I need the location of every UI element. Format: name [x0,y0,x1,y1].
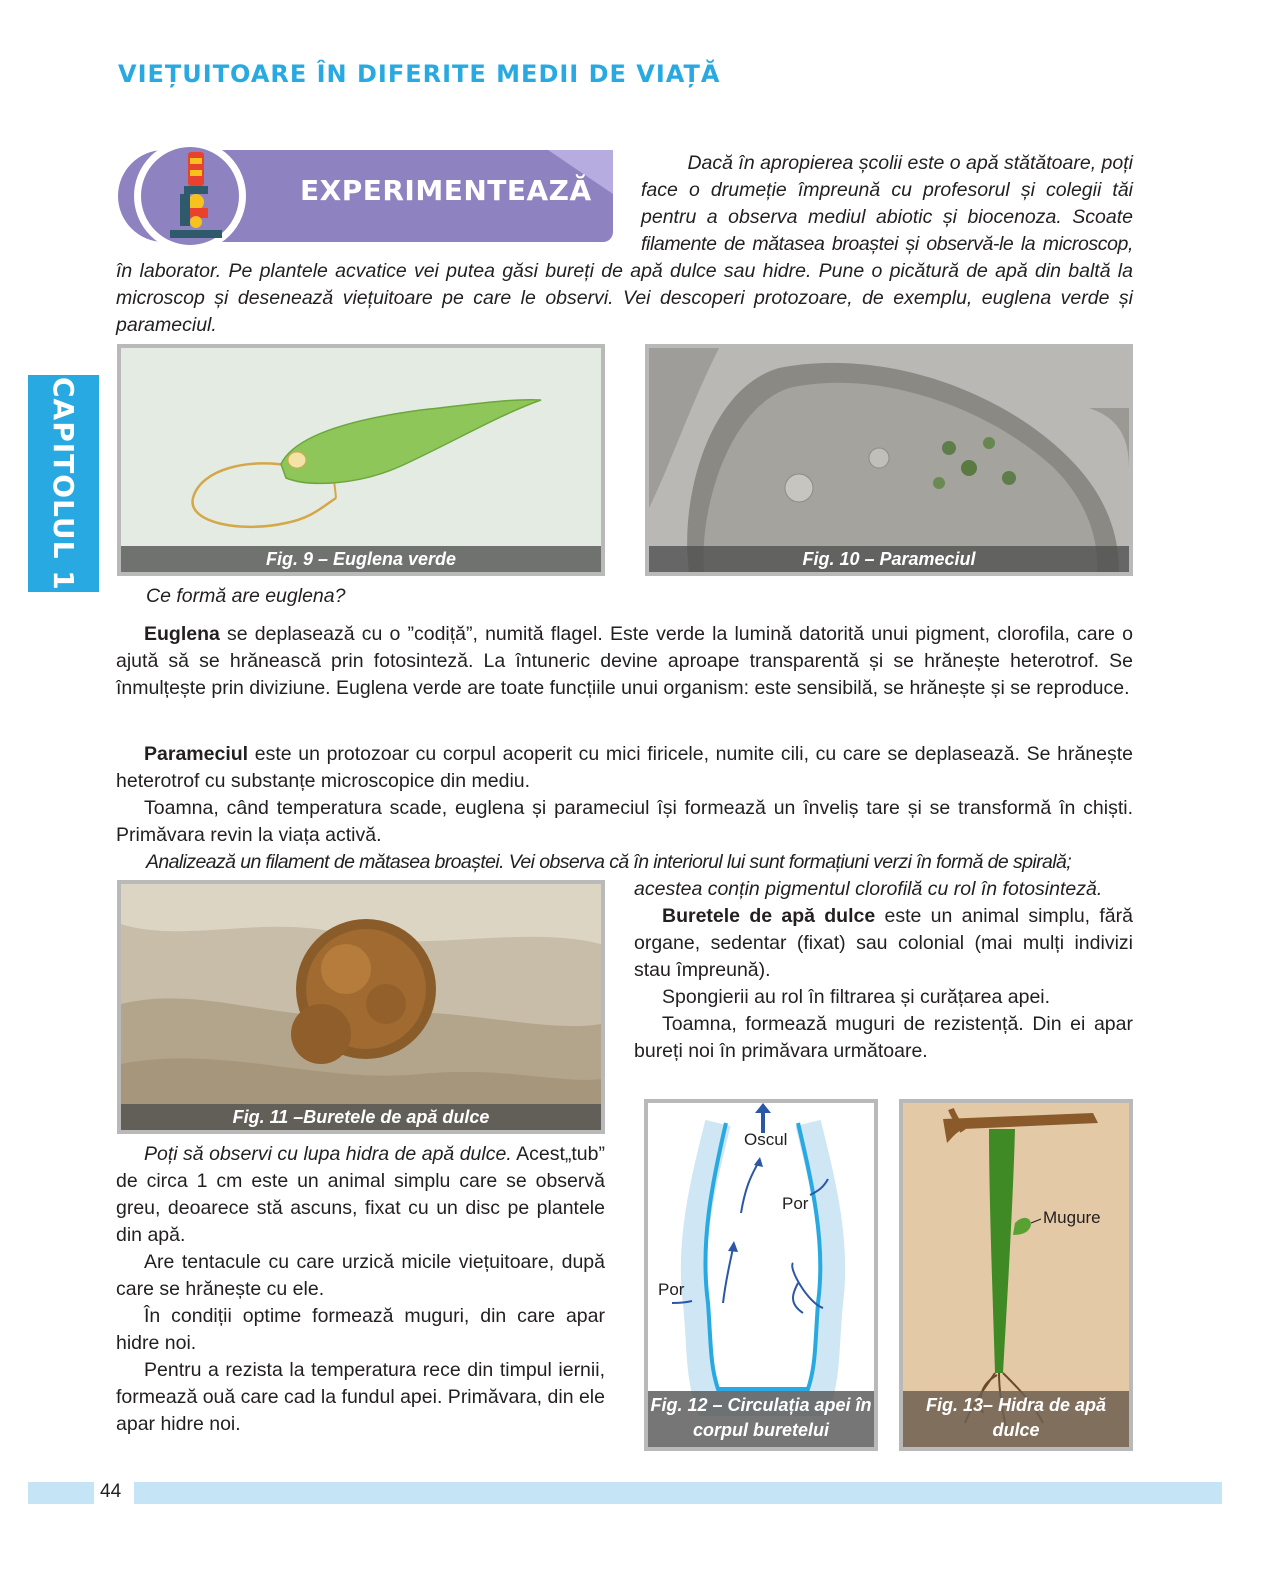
figure-euglena [117,344,605,576]
intro-top [641,150,1133,258]
figure-circulation [644,1099,878,1451]
sponge-photo [121,884,601,1130]
por-label-left: Por [658,1280,685,1299]
side-tab-label: CAPITOLUL 1 [47,376,80,591]
hydra-p4: Pentru a rezista la temperatura rece din timpul iernii, formează ouă care cad la fundul apei. Primăvara, din ele apar hidre noi. [116,1359,605,1435]
euglena-paragraph [116,621,1133,702]
intro-rest: în laborator. Pe plantele acvatice vei putea găsi bureți de apă dulce sau hidre. Pune o picătură de apă din baltă la microscop și desenează viețuitoare pe care le observi. Vei descoperi protozoare, de exemplu, euglena verde și parameciul. [116,260,1133,336]
sponge-p3: Toamna, formează muguri de rezistență. Din ei apar bureți noi în primăvara următoare. [634,1013,1133,1062]
euglena-term: Euglena [144,623,220,645]
intro-line-1: Dacă în apropierea școlii este o apă stătătoare, poți [687,152,1133,174]
parameciul-term: Parameciul [144,743,249,765]
euglena-illustration [121,348,601,572]
hydra-p3: În condiții optime formează muguri, din care apar hidre noi. [116,1305,605,1354]
parameciul-text: este un protozoar cu corpul acoperit cu mici firicele, numite cili, cu care se deplasează. Se hrănește heterotrof cu substanțe microscopice din mediu. [116,743,1133,792]
figure-sponge [117,880,605,1134]
fig9-caption: Fig. 9 – Euglena verde [121,546,601,572]
page-number: 44 [100,1481,122,1502]
hydra-paragraph [116,1141,605,1249]
analyze-line-1: Analizează un filament de mătasea broaștei. Vei observa că în interiorul lui sunt formațiuni verzi în formă de spirală; [146,851,1072,873]
figure-hydra [899,1099,1133,1451]
oscul-label: Oscul [744,1130,788,1149]
euglena-text: se deplasează cu o ”codiță”, numită flagel. Este verde la lumină datorită unui pigment, clorofila, care o ajută să se hrănească prin fotosinteză. La întuneric devine aproape transparentă și se hrănește heterotrof. Se înmulțește prin diviziune. Euglena verde are toate funcțiile unui organism: este sensibilă, se hrănește și se reproduce. [116,623,1133,699]
parameciul-photo [649,348,1129,572]
footer-bar-right [134,1482,1222,1504]
fig12-caption: Fig. 12 – Circulația apei în corpul buretelui [648,1391,874,1447]
parameciul-paragraph [116,741,1133,795]
por-label-right: Por [782,1194,809,1213]
hydra-italic: Poți să observi cu lupa hidra de apă dulce. [144,1143,512,1165]
sponge-p2: Spongierii au rol în filtrarea și curățarea apei. [662,986,1051,1008]
chapter-header: VIEȚUITOARE ÎN DIFERITE MEDII DE VIAȚĂ [118,60,721,88]
fig11-caption: Fig. 11 –Buretele de apă dulce [121,1104,601,1130]
hydra-text: Acest„tub” de circa 1 cm este un animal simplu care se observă greu, deoarece stă ascuns, fixat cu un disc pe plantele din apă. [116,1143,605,1246]
fig10-caption: Fig. 10 – Parameciul [649,546,1129,572]
intro-line-4: filamente de mătasea broaștei și observă-le la microscop, [641,233,1133,255]
microscope-icon [166,150,226,242]
hydra-p2: Are tentacule cu care urzică micile viețuitoare, după care se hrănește cu ele. [116,1251,605,1300]
sponge-paragraph [634,903,1133,984]
mugure-label: Mugure [1043,1208,1101,1227]
sponge-term: Buretele de apă dulce [662,905,876,927]
fig13-caption: Fig. 13– Hidra de apă dulce [903,1391,1129,1447]
figure-parameciul [645,344,1133,576]
intro-line-2: face o drumeție împreună cu profesorul și colegii tăi [641,179,1133,201]
banner-title: EXPERIMENTEAZĂ [300,174,592,207]
footer-bar-left [28,1482,94,1504]
side-tab-label-wrap [28,375,99,592]
analyze-line-2: acestea conțin pigmentul clorofilă cu rol în fotosinteză. [634,878,1103,900]
question-text: Ce formă are euglena? [146,585,346,607]
intro-line-3: pentru a observa mediul abiotic și biocenoza. Scoate [641,206,1133,228]
autumn-paragraph: Toamna, când temperatura scade, euglena și parameciul își formează un înveliș tare și se transformă în chiști. Primăvara revin la viața activă. [116,797,1133,846]
sponge-text: este un animal simplu, fără organe, sedentar (fixat) sau colonial (mai mulți indivizi stau împreună). [634,905,1133,981]
